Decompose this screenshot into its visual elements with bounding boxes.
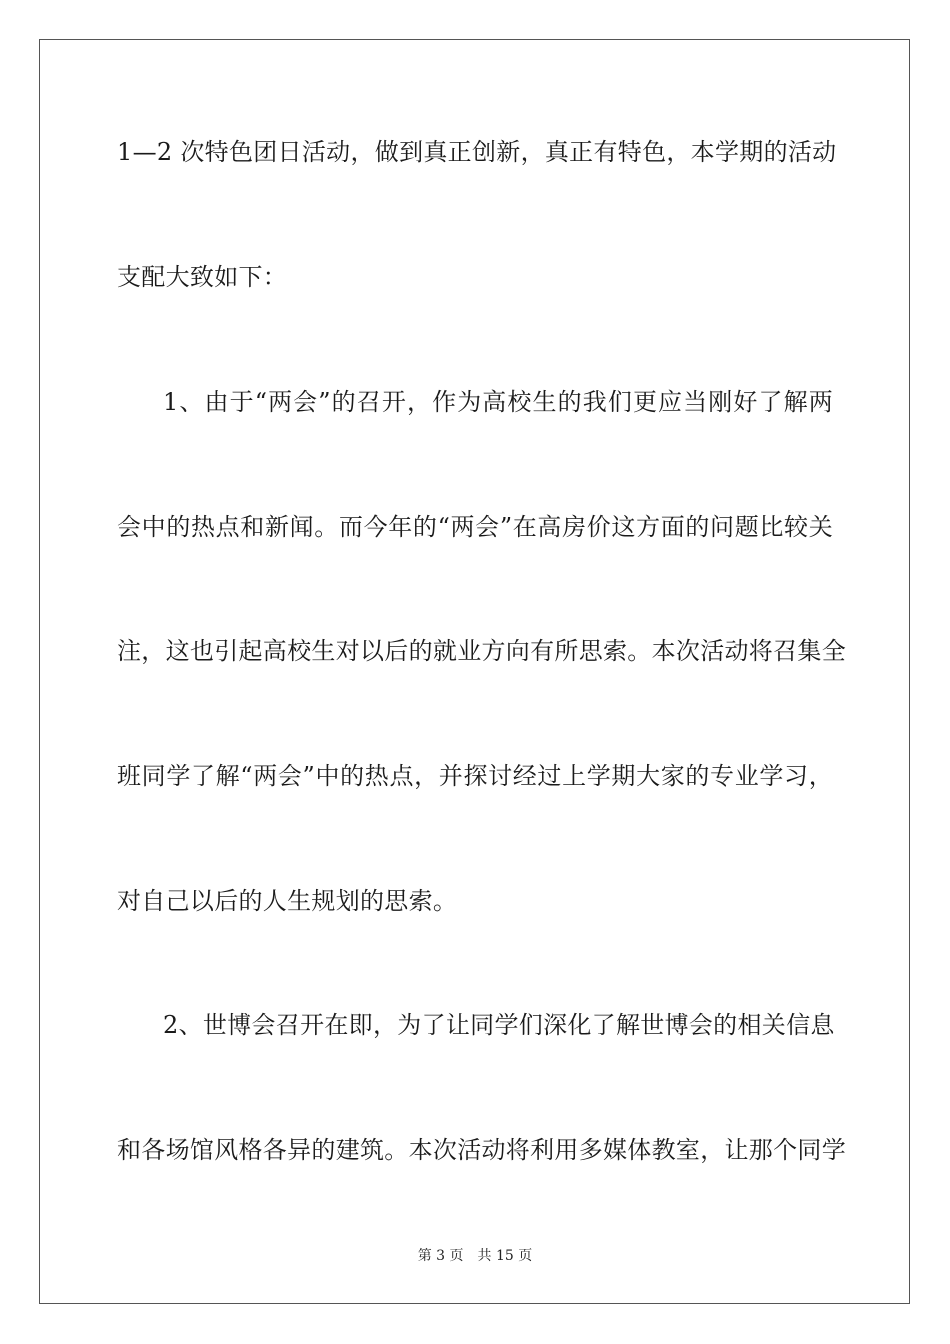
paragraph-line-9: 和各场馆风格各异的建筑。本次活动将利用多媒体教室，让那个同学	[117, 1136, 846, 1164]
page-border	[39, 39, 910, 1304]
paragraph-line-5: 注，这也引起高校生对以后的就业方向有所思索。本次活动将召集全	[117, 637, 846, 665]
paragraph-line-2: 支配大致如下：	[117, 263, 288, 291]
page-number: 第 3 页	[417, 1248, 464, 1264]
paragraph-line-1: 1—2 次特色团日活动，做到真正创新，真正有特色，本学期的活动	[117, 138, 837, 166]
paragraph-line-3: 1、由于“两会”的召开，作为高校生的我们更应当刚好了解两	[163, 388, 833, 416]
page-total: 共 15 页	[477, 1248, 533, 1264]
paragraph-line-6: 班同学了解“两会”中的热点，并探讨经过上学期大家的专业学习，	[117, 762, 833, 790]
paragraph-line-7: 对自己以后的人生规划的思索。	[117, 887, 458, 915]
paragraph-line-8: 2、世博会召开在即，为了让同学们深化了解世博会的相关信息	[163, 1011, 835, 1039]
paragraph-line-4: 会中的热点和新闻。而今年的“两会”在高房价这方面的问题比较关	[117, 513, 833, 541]
page-footer	[0, 1247, 950, 1265]
